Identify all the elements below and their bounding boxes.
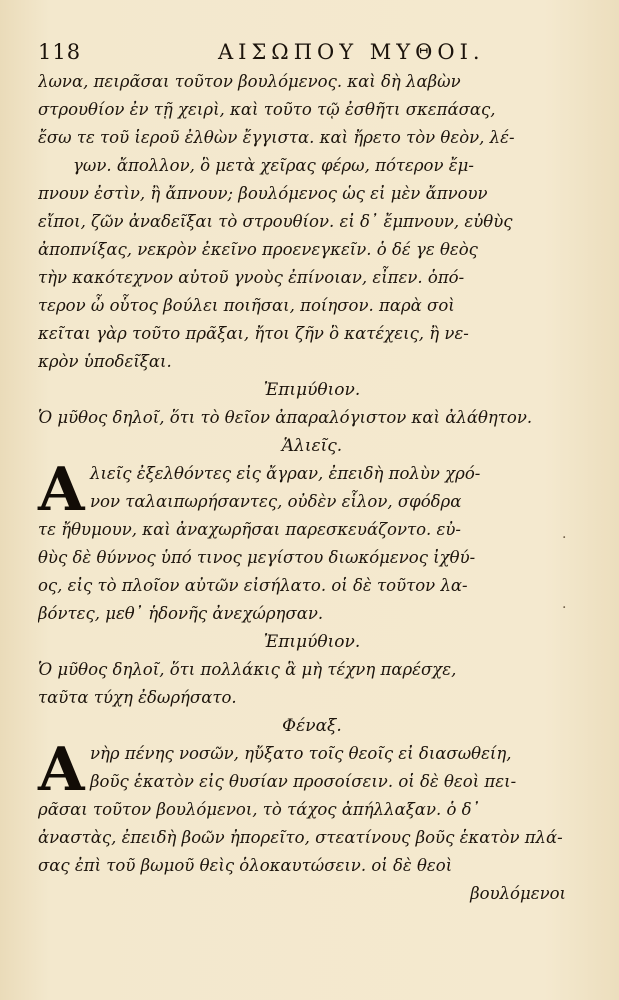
catchword: βουλόμενοι bbox=[470, 884, 566, 903]
text-line: βόντες, μεθ᾽ ἡδονῆς ἀνεχώρησαν. bbox=[38, 604, 324, 623]
text-line: νὴρ πένης νοσῶν, ηὔξατο τοῖς θεοῖς εἰ διασωθείη, bbox=[90, 744, 512, 763]
text-line: ρᾶσαι τοῦτον βουλόμενοι, τὸ τάχος ἀπήλλαξαν. ὁ δ᾽ bbox=[38, 800, 480, 819]
text-line: γων. ἄπολλον, ὃ μετὰ χεῖρας φέρω, πότερον ἔμ- bbox=[73, 156, 474, 175]
fable-title: Ἁλιεῖς. bbox=[281, 436, 343, 456]
text-line: κρὸν ὑποδεῖξαι. bbox=[38, 352, 172, 371]
moral-heading: Ἐπιμύθιον. bbox=[263, 632, 361, 652]
text-line: νον ταλαιπωρήσαντες, οὐδὲν εἷλον, σφόδρα bbox=[90, 492, 462, 511]
moral-heading: Ἐπιμύθιον. bbox=[263, 380, 361, 400]
text-line: τε ἤθυμουν, καὶ ἀναχωρῆσαι παρεσκευάζοντο. εὐ- bbox=[38, 520, 462, 539]
text-line: ἀναστὰς, ἐπειδὴ βοῶν ἠπορεῖτο, στεατίνους βοῦς ἑκατὸν πλά- bbox=[38, 828, 563, 847]
margin-mark: · bbox=[562, 600, 567, 616]
text-line: βοῦς ἑκατὸν εἰς θυσίαν προσοίσειν. οἱ δὲ θεοὶ πει- bbox=[90, 772, 517, 791]
text-line: ος, εἰς τὸ πλοῖον αὐτῶν εἰσήλατο. οἱ δὲ τοῦτον λα- bbox=[38, 576, 468, 595]
text-line: ἀποπνίξας, νεκρὸν ἐκεῖνο προενεγκεῖν. ὁ δέ γε θεὸς bbox=[38, 240, 478, 259]
fable-halieis bbox=[38, 455, 586, 628]
moral-text: Ὁ μῦθος δηλοῖ, ὅτι τὸ θεῖον ἀπαραλόγιστον καὶ ἀλάθητον. bbox=[38, 408, 533, 427]
fable1-continuation bbox=[38, 68, 586, 376]
fable-phenax bbox=[38, 735, 586, 880]
text-line: εἴποι, ζῶν ἀναδεῖξαι τὸ στρουθίον. εἰ δ᾽ ἔμπνουν, εὐθὺς bbox=[38, 212, 513, 231]
margin-mark: · bbox=[562, 530, 567, 546]
text-line: λωνα, πειρᾶσαι τοῦτον βουλόμενος. καὶ δὴ λαβὼν bbox=[38, 72, 461, 91]
moral-text: Ὁ μῦθος δηλοῖ, ὅτι πολλάκις ἃ μὴ τέχνη παρέσχε, bbox=[38, 660, 457, 679]
fable-title: Φέναξ. bbox=[282, 716, 342, 736]
text-line: τερον ὦ οὗτος βούλει ποιῆσαι, ποίησον. παρὰ σοὶ bbox=[38, 296, 455, 315]
drop-cap: Α bbox=[38, 455, 85, 525]
text-line: ἔσω τε τοῦ ἱεροῦ ἐλθὼν ἔγγιστα. καὶ ἤρετο τὸν θεὸν, λέ- bbox=[38, 128, 515, 147]
page-text bbox=[38, 68, 586, 908]
page-number: 118 bbox=[38, 40, 82, 64]
text-line: σας ἐπὶ τοῦ βωμοῦ θεὶς ὁλοκαυτώσειν. οἱ δὲ θεοὶ bbox=[38, 856, 453, 875]
text-line: θὺς δὲ θύννος ὑπό τινος μεγίστου διωκόμενος ἰχθύ- bbox=[38, 548, 476, 567]
drop-cap: Α bbox=[38, 735, 85, 805]
running-title: ΑΙΣΩΠΟΥ ΜΥΘΟΙ. bbox=[218, 40, 485, 64]
text-line: κεῖται γὰρ τοῦτο πρᾶξαι, ἤτοι ζῆν ὃ κατέχεις, ἢ νε- bbox=[38, 324, 469, 343]
text-line: στρουθίον ἐν τῇ χειρὶ, καὶ τοῦτο τῷ ἐσθῆτι σκεπάσας, bbox=[38, 100, 496, 119]
text-line: τὴν κακότεχνον αὐτοῦ γνοὺς ἐπίνοιαν, εἶπεν. ὁπό- bbox=[38, 268, 465, 287]
text-line: πνουν ἐστὶν, ἢ ἄπνουν; βουλόμενος ὡς εἰ μὲν ἄπνουν bbox=[38, 184, 488, 203]
text-line: λιεῖς ἐξελθόντες εἰς ἄγραν, ἐπειδὴ πολὺν χρό- bbox=[90, 464, 481, 483]
moral-text: ταῦτα τύχη ἐδωρήσατο. bbox=[38, 688, 237, 707]
page-header bbox=[38, 40, 583, 70]
